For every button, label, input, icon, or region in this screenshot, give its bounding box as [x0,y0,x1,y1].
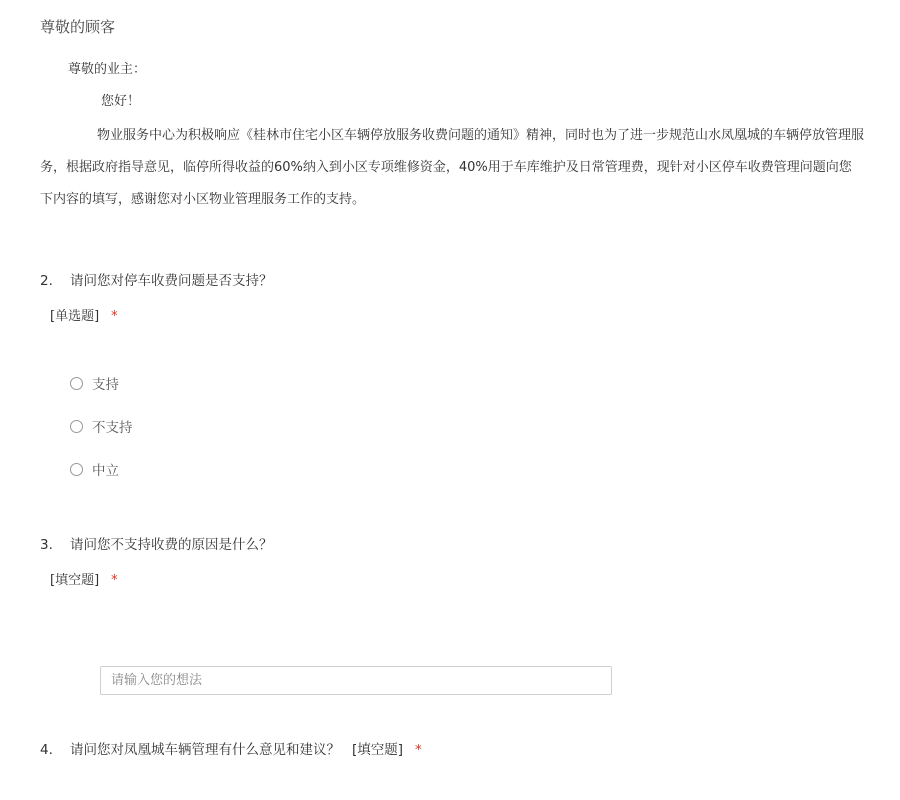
question-4-text: 请问您对凤凰城车辆管理有什么意见和建议？ [70,742,340,758]
required-mark: * [111,309,118,324]
option-label: 中立 [92,463,119,479]
question-3-number: 3. [40,537,53,553]
question-3-text: 请问您不支持收费的原因是什么？ [70,537,273,553]
question-4-type: [填空题] [352,742,404,758]
question-4-title [40,738,422,758]
question-3-answer-input[interactable] [100,666,612,695]
intro-hello: 您好！ [101,94,141,109]
intro-line-1: 物业服务中心为积极响应《桂林市住宅小区车辆停放服务收费问题的通知》精神，同时也为了进一步规范山水凤凰城的车辆停放管理服 [97,128,865,143]
question-2-text: 请问您对停车收费问题是否支持？ [70,273,273,289]
required-mark: * [111,573,118,588]
intro-line-2: 务，根据政府指导意见，临停所得收益的60%纳入到小区专项维修资金，40%用于车库维护及日常管理费，现针对小区停车收费管理问题向您 [40,160,852,175]
option-label: 不支持 [92,420,133,436]
radio-icon[interactable] [70,420,83,433]
intro-greeting: 尊敬的业主： [68,62,147,77]
option-neutral[interactable] [70,459,119,479]
question-3-title [40,533,273,553]
radio-icon[interactable] [70,377,83,390]
survey-title: 尊敬的顾客 [40,18,116,36]
option-not-support[interactable] [70,416,133,436]
question-3-type: [填空题] [50,573,100,588]
question-2-type-row [50,305,118,324]
intro-line-3: 下内容的填写，感谢您对小区物业管理服务工作的支持。 [40,192,366,207]
radio-icon[interactable] [70,463,83,476]
required-mark: * [415,742,422,758]
option-label: 支持 [92,377,119,393]
question-4-number: 4. [40,742,53,758]
question-2-type: [单选题] [50,309,100,324]
question-2-title [40,269,273,289]
option-support[interactable] [70,373,119,393]
question-2-number: 2. [40,273,53,289]
question-3-type-row [50,569,118,588]
